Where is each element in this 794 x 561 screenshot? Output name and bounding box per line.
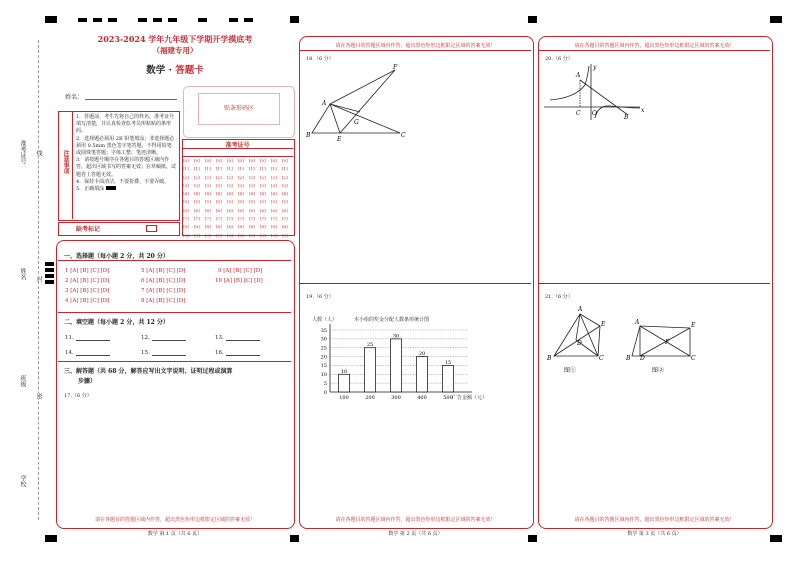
- digit-bubble[interactable]: [6]: [249, 207, 255, 213]
- y-tick-label: 5: [323, 380, 327, 387]
- notice: 请在各题目的答题区域内作答，超出黑色矩形边框限定区域的答案无效！: [574, 43, 735, 49]
- digit-bubble[interactable]: [1]: [271, 166, 277, 172]
- digit-bubble[interactable]: [3]: [183, 182, 189, 188]
- barcode-label: 贴条形码区: [198, 93, 280, 125]
- timing-mark: [93, 18, 102, 22]
- point-label: A: [578, 306, 583, 313]
- name-field[interactable]: [85, 99, 177, 100]
- digit-bubble[interactable]: [3]: [216, 182, 222, 188]
- fill-answer-field[interactable]: [76, 349, 110, 356]
- digit-bubble[interactable]: [4]: [260, 191, 266, 197]
- digit-bubble[interactable]: [8]: [260, 224, 266, 230]
- digit-bubble[interactable]: [5]: [227, 199, 233, 205]
- digit-bubble[interactable]: [6]: [282, 207, 288, 213]
- digit-bubble[interactable]: [1]: [216, 166, 222, 172]
- fill-answer-field[interactable]: [226, 349, 260, 356]
- chart-title: 本小组的奖金分配人数条形统计图: [354, 317, 430, 323]
- point-label: C: [576, 110, 581, 117]
- digit-bubble[interactable]: [6]: [238, 207, 244, 213]
- timing-mark: [108, 18, 117, 22]
- fill-section-title: 二、填空题（每小题 2 分，共 12 分）: [64, 319, 169, 326]
- digit-bubble[interactable]: [8]: [249, 224, 255, 230]
- timing-mark: [45, 16, 57, 23]
- x-tick-label: 100: [339, 395, 349, 401]
- page-footer: 数学 第 2 页（共 6 页）: [388, 531, 443, 537]
- digit-bubble[interactable]: [8]: [271, 224, 277, 230]
- bar: [443, 365, 454, 392]
- point-label: G: [354, 119, 359, 126]
- q18-label: 18.（6 分）: [306, 56, 334, 62]
- digit-bubble[interactable]: [6]: [271, 207, 277, 213]
- timing-mark: [290, 16, 299, 23]
- digit-bubble[interactable]: [1]: [227, 166, 233, 172]
- q19-label: 19.（6 分）: [306, 294, 334, 300]
- note-item: 3．请按题号顺序在各题目的答题区域内作答，超出区域书写的答案无效；在草稿纸、试题卷上答题无效。: [76, 157, 177, 178]
- chart-ylabel: 人数（人）: [312, 317, 338, 323]
- digit-bubble[interactable]: [7]: [260, 216, 266, 222]
- digit-bubble[interactable]: [7]: [282, 216, 288, 222]
- digit-bubble[interactable]: [4]: [238, 191, 244, 197]
- digit-bubble[interactable]: [8]: [183, 224, 189, 230]
- digit-bubble[interactable]: [9]: [282, 232, 288, 238]
- digit-bubble[interactable]: [0]: [183, 158, 189, 163]
- segment-ag: [330, 104, 360, 112]
- notice: 请在各题目的答题区域内作答，超出黑色矩形边框限定区域的答案无效！: [335, 517, 496, 523]
- segment-2: [640, 326, 690, 328]
- digit-bubble[interactable]: [5]: [216, 199, 222, 205]
- chart-plot: [312, 316, 492, 406]
- digit-bubble[interactable]: [8]: [238, 224, 244, 230]
- point-label: B: [624, 114, 629, 121]
- answer-title-line: 步骤）: [78, 378, 97, 385]
- digit-bubble[interactable]: [3]: [249, 182, 255, 188]
- side-label-class: 班级: [19, 375, 26, 387]
- page-footer: 数学 第 1 页（共 6 页）: [147, 531, 203, 537]
- fill-item-label: 13.: [215, 335, 224, 341]
- point-label: B: [306, 132, 311, 139]
- page-footer: 数学 第 3 页（共 6 页）: [627, 531, 682, 537]
- divider: [300, 50, 531, 51]
- digit-bubble[interactable]: [4]: [194, 191, 200, 197]
- data-label: 15: [444, 359, 452, 366]
- digit-bubble[interactable]: [5]: [271, 199, 277, 205]
- y-tick-label: 0: [323, 389, 327, 396]
- digit-bubble[interactable]: [6]: [194, 207, 200, 213]
- digit-bubble[interactable]: [2]: [238, 174, 244, 180]
- divider: [58, 312, 291, 313]
- timing-mark: [198, 18, 207, 22]
- axis-label: x: [641, 107, 645, 114]
- digit-bubble[interactable]: [4]: [271, 191, 277, 197]
- data-label: 30: [392, 333, 400, 340]
- notice: 请在各题目的答题区域内作答，超出黑色矩形边框限定区域的答案无效！: [335, 43, 496, 49]
- axis-label: y: [593, 64, 597, 71]
- digit-bubble[interactable]: [9]: [260, 232, 266, 238]
- digit-bubble[interactable]: [8]: [205, 224, 211, 230]
- chart-xlabel: 广告金额（元）: [452, 395, 488, 401]
- divider: [539, 50, 770, 51]
- timing-mark: [45, 262, 54, 266]
- point-label: A: [635, 319, 640, 326]
- digit-bubble[interactable]: [2]: [205, 174, 211, 180]
- choice-item[interactable]: 10 [A] [B] [C] [D]: [215, 278, 263, 284]
- figure-caption: 图②: [652, 367, 665, 374]
- x-tick-label: 300: [391, 395, 401, 401]
- digit-bubble[interactable]: [7]: [249, 216, 255, 222]
- x-tick-label: 500: [443, 395, 453, 401]
- choice-item[interactable]: 3 [A] [B] [C] [D]: [65, 288, 110, 294]
- point-label: E: [601, 321, 606, 328]
- fill-answer-field[interactable]: [76, 334, 110, 341]
- choice-item[interactable]: 8 [A] [B] [C] [D]: [141, 298, 186, 304]
- fill-item-label: 16.: [215, 350, 224, 356]
- digit-bubble[interactable]: [5]: [249, 199, 255, 205]
- y-tick-label: 25: [320, 345, 327, 352]
- segment-af: [330, 70, 395, 104]
- notes-list: [76, 114, 176, 193]
- x-tick-label: 400: [417, 395, 427, 401]
- notice: 请在各题目的答题区域内作答，超出黑色矩形边框限定区域的答案无效！: [574, 517, 735, 523]
- bar: [365, 348, 376, 392]
- timing-mark: [138, 18, 147, 22]
- fill-answer-field[interactable]: [152, 349, 186, 356]
- note-item: [76, 186, 176, 193]
- filled-sample: [106, 186, 116, 190]
- timing-mark: [78, 18, 87, 22]
- digit-bubble[interactable]: [8]: [194, 224, 200, 230]
- note-item: 1．答题前，考生先将自己的姓名，准考证号填写清楚，并认真检查监考员所粘贴的条形码。: [76, 114, 175, 135]
- digit-bubble[interactable]: [2]: [194, 174, 200, 180]
- digit-bubble[interactable]: [2]: [271, 174, 277, 180]
- page-title: 2023-2024 学年九年级下学期开学摸底考: [97, 34, 253, 44]
- divider: [58, 260, 291, 261]
- digit-bubble[interactable]: [9]: [205, 232, 211, 238]
- q17-label: 17.（6 分）: [64, 393, 92, 399]
- divider: [58, 361, 291, 362]
- notice: 请在各题目的答题区域内作答，超出黑色矩形边框限定区域的答案无效！: [94, 517, 255, 523]
- digit-bubble[interactable]: [1]: [260, 166, 266, 172]
- timing-mark: [770, 16, 782, 23]
- answer-title-line: 三、解答题（共 68 分，解答应写出文字说明、证明过程或演算: [64, 368, 233, 375]
- choice-item[interactable]: 1 [A] [B] [C] [D]: [65, 268, 110, 274]
- point-label: E: [691, 322, 696, 329]
- digit-bubble[interactable]: [4]: [216, 191, 222, 197]
- choice-item[interactable]: 2 [A] [B] [C] [D]: [65, 278, 110, 284]
- digit-bubble[interactable]: [1]: [205, 166, 211, 172]
- digit-bubble[interactable]: [5]: [183, 199, 189, 205]
- digit-bubble[interactable]: [7]: [216, 216, 222, 222]
- answer-section-title: [64, 367, 284, 387]
- y-tick-label: 15: [320, 363, 327, 370]
- choice-item[interactable]: 9 [A] [B] [C] [D]: [218, 268, 263, 274]
- q21-figure: [540, 302, 710, 377]
- exam-number-label: 准考证号: [225, 142, 250, 149]
- q21-label: 21.（6 分）: [545, 294, 573, 300]
- side-label-school: 学校: [19, 475, 26, 487]
- digit-bubble[interactable]: [0]: [227, 158, 233, 163]
- page-subtitle: （福建专用）: [152, 46, 198, 55]
- data-label: 20: [418, 351, 426, 358]
- point-label: A: [322, 100, 327, 107]
- absent-label: 缺考标记: [76, 226, 101, 233]
- side-label-exam-no: 准考证号: [19, 140, 26, 164]
- digit-bubble[interactable]: [2]: [282, 174, 288, 180]
- bar: [339, 374, 350, 392]
- notes-heading: 注意事项: [62, 150, 69, 174]
- subject: 数学: [146, 65, 166, 76]
- timing-mark: [45, 280, 54, 284]
- digit-bubble[interactable]: [9]: [271, 232, 277, 238]
- y-tick-label: 30: [320, 336, 327, 343]
- digit-bubble[interactable]: [5]: [238, 199, 244, 205]
- timing-mark: [290, 535, 299, 542]
- digit-bubble[interactable]: [2]: [227, 174, 233, 180]
- point-label: D: [577, 340, 582, 347]
- point-label: E: [337, 136, 342, 143]
- digit-bubble[interactable]: [4]: [183, 191, 189, 197]
- digit-bubble[interactable]: [4]: [282, 191, 288, 197]
- digit-bubble[interactable]: [5]: [282, 199, 288, 205]
- q20-label: 20.（6 分）: [545, 56, 573, 62]
- digit-bubble[interactable]: [1]: [238, 166, 244, 172]
- fill-item-label: 14.: [65, 350, 74, 356]
- divider: [539, 283, 770, 284]
- bar: [391, 339, 402, 392]
- timing-mark: [45, 268, 54, 272]
- point-label: B: [547, 355, 552, 362]
- digit-bubble[interactable]: [4]: [249, 191, 255, 197]
- digit-bubble[interactable]: [1]: [194, 166, 200, 172]
- digit-bubble[interactable]: [4]: [227, 191, 233, 197]
- digit-bubble[interactable]: [5]: [194, 199, 200, 205]
- data-label: 25: [366, 342, 374, 349]
- cut-line-mark: 线: [35, 150, 42, 156]
- sheet-label: 答题卡: [175, 65, 204, 76]
- x-tick-label: 200: [365, 395, 375, 401]
- digit-bubble[interactable]: [2]: [216, 174, 222, 180]
- digit-bubble[interactable]: [9]: [216, 232, 222, 238]
- point-label: O: [592, 110, 597, 117]
- segment-1: [598, 326, 600, 356]
- y-tick-label: 20: [320, 354, 327, 361]
- digit-bubble[interactable]: [7]: [194, 216, 200, 222]
- y-tick-label: 35: [320, 327, 327, 334]
- timing-mark: [168, 18, 177, 22]
- timing-mark: [45, 535, 57, 542]
- point-label: A: [576, 72, 581, 79]
- point-label: C: [691, 355, 696, 362]
- point-label: F: [393, 64, 398, 71]
- divider: [182, 148, 293, 149]
- hyperbola-branch: [550, 66, 589, 100]
- digit-bubble[interactable]: [3]: [282, 182, 288, 188]
- cut-line-mark: 密: [35, 393, 42, 399]
- triangle-2: [632, 326, 690, 356]
- digit-bubble[interactable]: [1]: [183, 166, 189, 172]
- q19-chart: [312, 316, 492, 406]
- digit-bubble[interactable]: [0]: [249, 158, 255, 163]
- fill-answer-field[interactable]: [226, 334, 260, 341]
- divider: [300, 283, 531, 284]
- digit-bubble[interactable]: [8]: [216, 224, 222, 230]
- digit-bubble[interactable]: [0]: [194, 158, 200, 163]
- digit-bubble[interactable]: [3]: [260, 182, 266, 188]
- choice-section-title: 一、选择题（每小题 2 分，共 20 分）: [64, 253, 169, 260]
- digit-bubble[interactable]: [7]: [183, 216, 189, 222]
- digit-bubble[interactable]: [9]: [194, 232, 200, 238]
- subject-title: 数学 · 答题卡: [146, 65, 204, 76]
- digit-bubble[interactable]: [9]: [227, 232, 233, 238]
- digit-bubble[interactable]: [2]: [183, 174, 189, 180]
- timing-mark: [153, 18, 162, 22]
- digit-bubble[interactable]: [4]: [205, 191, 211, 197]
- segment-ae: [330, 104, 340, 133]
- point-label: C: [599, 355, 604, 362]
- digit-bubble[interactable]: [0]: [282, 158, 288, 163]
- digit-bubble[interactable]: [0]: [238, 158, 244, 163]
- choice-item[interactable]: 7 [A] [B] [C] [D]: [141, 288, 186, 294]
- note-item: 2．选择题必须用 2B 铅笔填涂；非选择题必须用 0.5mm 黑色签字笔答题，不得用铅笔或圆珠笔答题；字体工整、笔迹清晰。: [76, 135, 175, 157]
- fill-item-label: 15.: [141, 350, 150, 356]
- digit-bubble[interactable]: [1]: [282, 166, 288, 172]
- timing-mark: [45, 274, 54, 278]
- absent-checkbox[interactable]: [146, 225, 157, 232]
- digit-bubble[interactable]: [6]: [260, 207, 266, 213]
- digit-bubble[interactable]: [0]: [216, 158, 222, 163]
- digit-bubble[interactable]: [3]: [271, 182, 277, 188]
- point-label: F: [665, 339, 670, 346]
- digit-bubble[interactable]: [0]: [260, 158, 266, 163]
- q18-figure: [300, 60, 410, 145]
- name-label: 姓名：: [65, 94, 84, 101]
- data-label: 10: [340, 368, 348, 375]
- segment-fe: [340, 70, 395, 133]
- fill-item-label: 11.: [65, 335, 74, 341]
- bar: [417, 357, 428, 392]
- digit-bubble[interactable]: [6]: [216, 207, 222, 213]
- choice-item[interactable]: 6 [A] [B] [C] [D]: [141, 278, 186, 284]
- digit-bubble[interactable]: [3]: [227, 182, 233, 188]
- digit-bubble[interactable]: [9]: [183, 232, 189, 238]
- digit-bubble[interactable]: [5]: [205, 199, 211, 205]
- digit-bubble[interactable]: [6]: [227, 207, 233, 213]
- triangle-1: [554, 314, 598, 356]
- digit-bubble[interactable]: [0]: [205, 158, 211, 163]
- timing-mark: [528, 16, 537, 23]
- digit-bubble[interactable]: [7]: [205, 216, 211, 222]
- choice-item[interactable]: 5 [A] [B] [C] [D]: [141, 268, 186, 274]
- digit-bubble[interactable]: [3]: [205, 182, 211, 188]
- digit-bubble[interactable]: [1]: [249, 166, 255, 172]
- q17-answer-area[interactable]: [60, 400, 288, 512]
- point-label: C: [401, 132, 406, 139]
- digit-bubble[interactable]: [9]: [249, 232, 255, 238]
- timing-mark: [229, 18, 238, 22]
- cut-line-mark: 封: [35, 276, 42, 282]
- digit-bubble[interactable]: [2]: [260, 174, 266, 180]
- timing-mark: [244, 18, 253, 22]
- y-tick-label: 10: [320, 372, 327, 379]
- q20-figure: [540, 60, 650, 125]
- digit-bubble[interactable]: [8]: [282, 224, 288, 230]
- digit-bubble[interactable]: [3]: [238, 182, 244, 188]
- point-label: D: [640, 355, 645, 362]
- digit-bubble[interactable]: [5]: [260, 199, 266, 205]
- digit-bubble[interactable]: [3]: [194, 182, 200, 188]
- line-ab: [580, 80, 628, 115]
- digit-bubble[interactable]: [8]: [227, 224, 233, 230]
- fill-answer-field[interactable]: [152, 334, 186, 341]
- digit-bubble[interactable]: [7]: [227, 216, 233, 222]
- choice-item[interactable]: 4 [A] [B] [C] [D]: [65, 298, 110, 304]
- note-item: 4．保持卡面清洁，不要折叠、不要弄破。: [76, 178, 170, 185]
- digit-bubble[interactable]: [6]: [205, 207, 211, 213]
- point-label: B: [626, 355, 631, 362]
- digit-bubble[interactable]: [7]: [238, 216, 244, 222]
- digit-bubble[interactable]: [2]: [249, 174, 255, 180]
- digit-bubble[interactable]: [6]: [183, 207, 189, 213]
- timing-mark: [770, 535, 782, 542]
- fill-item-label: 12.: [141, 335, 150, 341]
- digit-bubble[interactable]: [7]: [271, 216, 277, 222]
- digit-bubble[interactable]: [9]: [238, 232, 244, 238]
- figure-caption: 图①: [564, 367, 577, 374]
- digit-bubble[interactable]: [0]: [271, 158, 277, 163]
- side-label-name: 姓名: [19, 268, 26, 280]
- exam-number-grid[interactable]: [183, 157, 293, 238]
- note-item-text: 5．正确填涂: [76, 186, 105, 193]
